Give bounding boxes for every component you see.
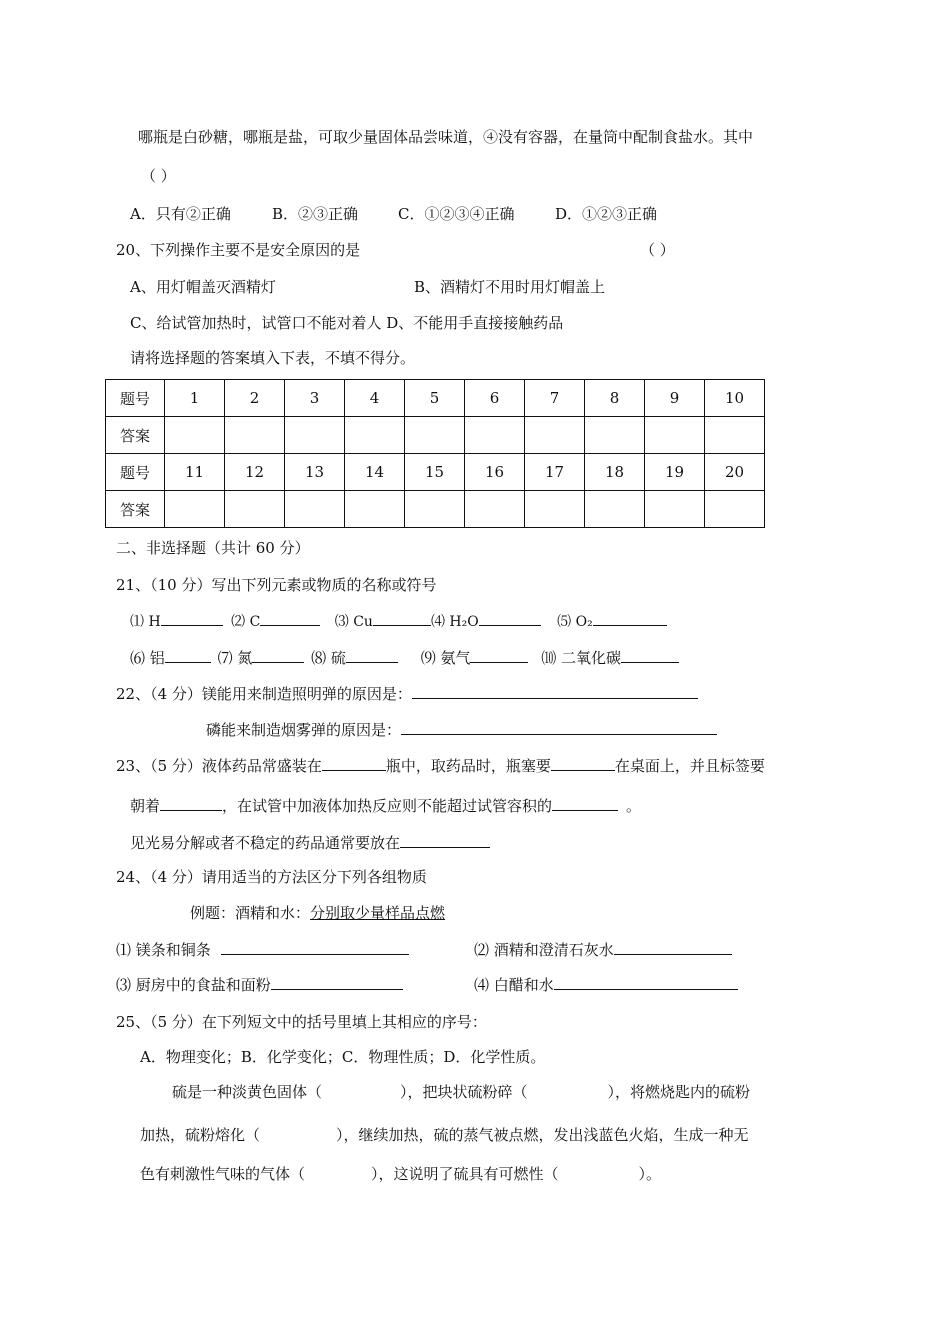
fill-blank[interactable] (161, 610, 223, 626)
table-cell-number: 8 (585, 380, 645, 417)
q25-text: 色有刺激性气味的气体（ (140, 1165, 306, 1183)
answer-cell[interactable] (405, 491, 465, 528)
table-instruction: 请将选择题的答案填入下表，不填不得分。 (130, 349, 416, 367)
q20-stem: 20、下列操作主要不是安全原因的是 (116, 241, 361, 259)
q25-options: A．物理变化；B．化学变化；C．物理性质；D．化学性质。 (140, 1048, 546, 1066)
table-row (106, 417, 765, 454)
q22-line1 (116, 683, 698, 704)
q25-passage-line3 (140, 1164, 661, 1184)
answer-cell[interactable] (645, 417, 705, 454)
table-cell-number: 20 (705, 454, 765, 491)
q25-passage-line1 (172, 1082, 750, 1102)
table-cell-number: 12 (225, 454, 285, 491)
fill-blank[interactable] (552, 795, 618, 811)
q19-option-a: A．只有②正确 (130, 205, 231, 223)
table-cell-number: 7 (525, 380, 585, 417)
answer-cell[interactable] (585, 491, 645, 528)
answer-cell[interactable] (705, 417, 765, 454)
q23-text: 瓶中，取药品时，瓶塞要 (385, 757, 551, 775)
q19-answer-paren: （ ） (141, 167, 176, 185)
table-cell-number: 17 (525, 454, 585, 491)
q21-item: ⑹ 铝 (130, 649, 165, 667)
fill-blank[interactable] (470, 647, 528, 663)
fill-blank[interactable] (260, 610, 320, 626)
q20-option-a: A、用灯帽盖灭酒精灯 (130, 278, 276, 296)
table-cell-number: 16 (465, 454, 525, 491)
fill-blank[interactable] (412, 683, 698, 699)
table-cell-number: 13 (285, 454, 345, 491)
answer-cell[interactable] (165, 491, 225, 528)
fill-blank[interactable] (621, 647, 679, 663)
q21-item: ⑺ 氮 (217, 649, 253, 667)
fill-blank[interactable] (322, 755, 386, 771)
q24-item-label: ⑷ 白醋和水 (474, 976, 554, 994)
fill-blank[interactable] (551, 755, 615, 771)
fill-blank[interactable] (252, 647, 304, 663)
q21-item: ⑵ C (231, 614, 261, 630)
table-cell-label: 答案 (106, 491, 165, 528)
q23-line3 (130, 832, 490, 853)
answer-cell[interactable] (285, 491, 345, 528)
q21-item: ⑷ H₂O (430, 614, 479, 630)
q21-item: ⑸ O₂ (557, 614, 593, 630)
q22-stem: 22、（4 分）镁能用来制造照明弹的原因是： (116, 685, 412, 703)
table-cell-number: 19 (645, 454, 705, 491)
q25-text: ）。 (638, 1165, 662, 1183)
q25-text: ），继续加热，硫的蒸气被点燃，发出浅蓝色火焰，生成一种无 (336, 1126, 749, 1144)
q19-option-d: D．①②③正确 (555, 205, 658, 223)
table-cell-number: 1 (165, 380, 225, 417)
answer-cell[interactable] (525, 491, 585, 528)
q21-row2 (130, 647, 679, 668)
table-cell-number: 6 (465, 380, 525, 417)
table-cell-number: 5 (405, 380, 465, 417)
fill-blank[interactable] (160, 795, 222, 811)
q20-option-cd: C、给试管加热时，试管口不能对着人 D、不能用手直接接触药品 (130, 314, 564, 332)
q23-text: 。 (626, 797, 642, 815)
table-cell-number: 4 (345, 380, 405, 417)
answer-table (105, 379, 765, 528)
q20-answer-paren: （ ） (640, 241, 675, 259)
q25-text: ），将燃烧匙内的硫粉 (607, 1083, 751, 1101)
q23-text: 见光易分解或者不稳定的药品通常要放在 (130, 834, 401, 852)
fill-blank[interactable] (554, 974, 738, 990)
table-cell-label: 答案 (106, 417, 165, 454)
answer-cell[interactable] (225, 417, 285, 454)
answer-cell[interactable] (405, 417, 465, 454)
q24-stem: 24、（4 分）请用适当的方法区分下列各组物质 (116, 868, 427, 886)
table-cell-number: 14 (345, 454, 405, 491)
fill-blank[interactable] (400, 832, 490, 848)
q21-item: ⑻ 硫 (311, 649, 346, 667)
answer-cell[interactable] (225, 491, 285, 528)
fill-blank[interactable] (479, 610, 541, 626)
q25-text: 硫是一种淡黄色固体（ (172, 1083, 323, 1101)
answer-cell[interactable] (465, 491, 525, 528)
answer-cell[interactable] (645, 491, 705, 528)
q25-text: 加热，硫粉熔化（ (140, 1126, 261, 1144)
q24-example-label: 例题：酒精和水： (190, 904, 311, 922)
table-cell-number: 15 (405, 454, 465, 491)
q23-text: ，在试管中加液体加热反应则不能超过试管容积的 (222, 797, 553, 815)
q20-option-b: B、酒精灯不用时用灯帽盖上 (414, 278, 606, 296)
fill-blank[interactable] (401, 719, 717, 735)
q21-item: ⑶ Cu (334, 614, 373, 630)
fill-blank[interactable] (165, 647, 211, 663)
q22-line2 (206, 719, 717, 740)
table-cell-number: 9 (645, 380, 705, 417)
table-cell-label: 题号 (106, 380, 165, 417)
answer-cell[interactable] (345, 417, 405, 454)
q21-item: ⑽ 二氧化碳 (541, 649, 622, 667)
fill-blank[interactable] (373, 610, 431, 626)
table-cell-number: 11 (165, 454, 225, 491)
q23-text: 在桌面上，并且标签要 (614, 757, 765, 775)
q22-stem-2: 磷能来制造烟雾弹的原因是： (206, 721, 402, 739)
q24-item2 (474, 939, 732, 960)
q21-row1 (130, 610, 667, 632)
q24-item-label: ⑴ 镁条和铜条 (116, 941, 211, 959)
q21-stem: 21、（10 分）写出下列元素或物质的名称或符号 (116, 576, 437, 594)
table-row (106, 454, 765, 491)
q24-item3 (116, 974, 403, 995)
fill-blank[interactable] (593, 610, 667, 626)
answer-cell[interactable] (525, 417, 585, 454)
answer-cell[interactable] (465, 417, 525, 454)
q24-item-label: ⑶ 厨房中的食盐和面粉 (116, 976, 271, 994)
q25-passage-line2 (140, 1125, 749, 1145)
q23-text: 23、（5 分）液体药品常盛装在 (116, 757, 322, 775)
q25-text: ），把块状硫粉碎（ (400, 1083, 528, 1101)
fill-blank[interactable] (221, 939, 409, 955)
section-heading: 二、非选择题（共计 60 分） (116, 539, 310, 557)
q19-line: 哪瓶是白砂糖，哪瓶是盐，可取少量固体品尝味道，④没有容器，在量筒中配制食盐水。其中 (138, 128, 754, 146)
q24-item-label: ⑵ 酒精和澄清石灰水 (474, 941, 614, 959)
q21-item: ⑼ 氨气 (420, 649, 471, 667)
table-cell-label: 题号 (106, 454, 165, 491)
answer-cell[interactable] (345, 491, 405, 528)
q23-text: 朝着 (130, 797, 161, 815)
answer-cell[interactable] (705, 491, 765, 528)
fill-blank[interactable] (271, 974, 403, 990)
q25-stem: 25、（5 分）在下列短文中的括号里填上其相应的序号： (116, 1013, 487, 1031)
q24-example (190, 903, 445, 923)
table-cell-number: 10 (705, 380, 765, 417)
q24-item4 (474, 974, 738, 995)
q21-item: ⑴ H (130, 614, 161, 630)
q24-item1 (116, 939, 409, 960)
fill-blank[interactable] (346, 647, 398, 663)
table-cell-number: 2 (225, 380, 285, 417)
q19-option-b: B．②③正确 (272, 205, 359, 223)
q24-example-answer: 分别取少量样品点燃 (310, 904, 446, 922)
q19-option-c: C．①②③④正确 (398, 205, 515, 223)
q23-line2 (130, 795, 641, 816)
table-cell-number: 3 (285, 380, 345, 417)
answer-cell[interactable] (585, 417, 645, 454)
fill-blank[interactable] (614, 939, 732, 955)
table-row (106, 491, 765, 528)
answer-cell[interactable] (285, 417, 345, 454)
q23-line1 (116, 755, 765, 776)
table-cell-number: 18 (585, 454, 645, 491)
table-row (106, 380, 765, 417)
q25-text: ），这说明了硫具有可燃性（ (371, 1165, 559, 1183)
answer-cell[interactable] (165, 417, 225, 454)
